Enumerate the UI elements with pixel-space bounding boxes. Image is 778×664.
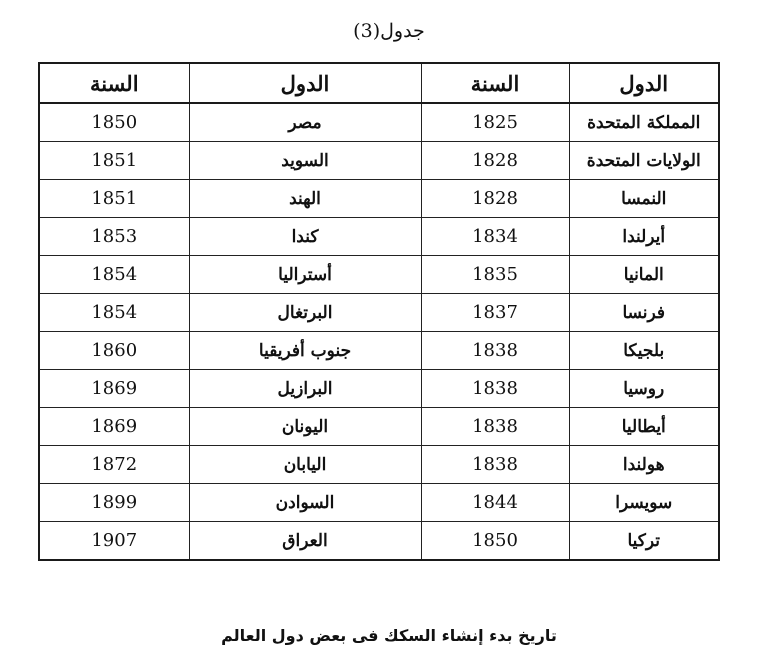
- table-title: جدول(3): [353, 20, 425, 42]
- cell-country-1: تركيا: [569, 522, 719, 561]
- cell-country-2: البرتغال: [189, 294, 421, 332]
- cell-country-1: أيرلندا: [569, 218, 719, 256]
- cell-year-1: 1844: [421, 484, 569, 522]
- cell-year-2: 1854: [39, 256, 189, 294]
- cell-year-1: 1838: [421, 408, 569, 446]
- table-row: [39, 142, 719, 180]
- cell-year-2: 1854: [39, 294, 189, 332]
- header-year-2: السنة: [39, 63, 189, 103]
- cell-year-2: 1869: [39, 408, 189, 446]
- table-caption: تاريخ بدء إنشاء السكك فى بعض دول العالم: [221, 626, 557, 645]
- cell-year-2: 1860: [39, 332, 189, 370]
- table-header-row: [39, 63, 719, 103]
- cell-year-2: 1851: [39, 142, 189, 180]
- cell-year-1: 1837: [421, 294, 569, 332]
- header-year-1: السنة: [421, 63, 569, 103]
- cell-country-1: أيطاليا: [569, 408, 719, 446]
- table-row: [39, 370, 719, 408]
- cell-country-1: فرنسا: [569, 294, 719, 332]
- cell-country-1: النمسا: [569, 180, 719, 218]
- table-row: [39, 218, 719, 256]
- header-country-1: الدول: [569, 63, 719, 103]
- header-country-2: الدول: [189, 63, 421, 103]
- table-row: [39, 332, 719, 370]
- railway-start-table: [38, 62, 720, 561]
- cell-country-1: سويسرا: [569, 484, 719, 522]
- cell-country-1: المملكة المتحدة: [569, 103, 719, 142]
- cell-year-1: 1825: [421, 103, 569, 142]
- table-row: [39, 103, 719, 142]
- cell-country-2: أستراليا: [189, 256, 421, 294]
- table-row: [39, 256, 719, 294]
- cell-year-2: 1869: [39, 370, 189, 408]
- cell-year-1: 1850: [421, 522, 569, 561]
- cell-country-1: بلجيكا: [569, 332, 719, 370]
- cell-country-2: الهند: [189, 180, 421, 218]
- cell-year-1: 1838: [421, 446, 569, 484]
- cell-year-2: 1851: [39, 180, 189, 218]
- table-row: [39, 294, 719, 332]
- cell-country-2: اليابان: [189, 446, 421, 484]
- cell-country-2: البرازيل: [189, 370, 421, 408]
- cell-year-2: 1899: [39, 484, 189, 522]
- cell-country-2: السويد: [189, 142, 421, 180]
- cell-country-2: كندا: [189, 218, 421, 256]
- cell-year-1: 1838: [421, 332, 569, 370]
- cell-country-2: العراق: [189, 522, 421, 561]
- cell-country-1: روسيا: [569, 370, 719, 408]
- cell-year-1: 1835: [421, 256, 569, 294]
- table-row: [39, 180, 719, 218]
- cell-year-2: 1907: [39, 522, 189, 561]
- cell-year-1: 1838: [421, 370, 569, 408]
- cell-country-1: هولندا: [569, 446, 719, 484]
- cell-country-1: المانيا: [569, 256, 719, 294]
- table-row: [39, 408, 719, 446]
- cell-country-2: السوادن: [189, 484, 421, 522]
- table-row: [39, 446, 719, 484]
- cell-country-1: الولايات المتحدة: [569, 142, 719, 180]
- cell-year-2: 1850: [39, 103, 189, 142]
- table-row: [39, 522, 719, 561]
- table-body: [39, 103, 719, 560]
- table-row: [39, 484, 719, 522]
- cell-year-1: 1834: [421, 218, 569, 256]
- cell-country-2: اليونان: [189, 408, 421, 446]
- cell-year-2: 1853: [39, 218, 189, 256]
- cell-country-2: مصر: [189, 103, 421, 142]
- cell-country-2: جنوب أفريقيا: [189, 332, 421, 370]
- cell-year-2: 1872: [39, 446, 189, 484]
- cell-year-1: 1828: [421, 142, 569, 180]
- cell-year-1: 1828: [421, 180, 569, 218]
